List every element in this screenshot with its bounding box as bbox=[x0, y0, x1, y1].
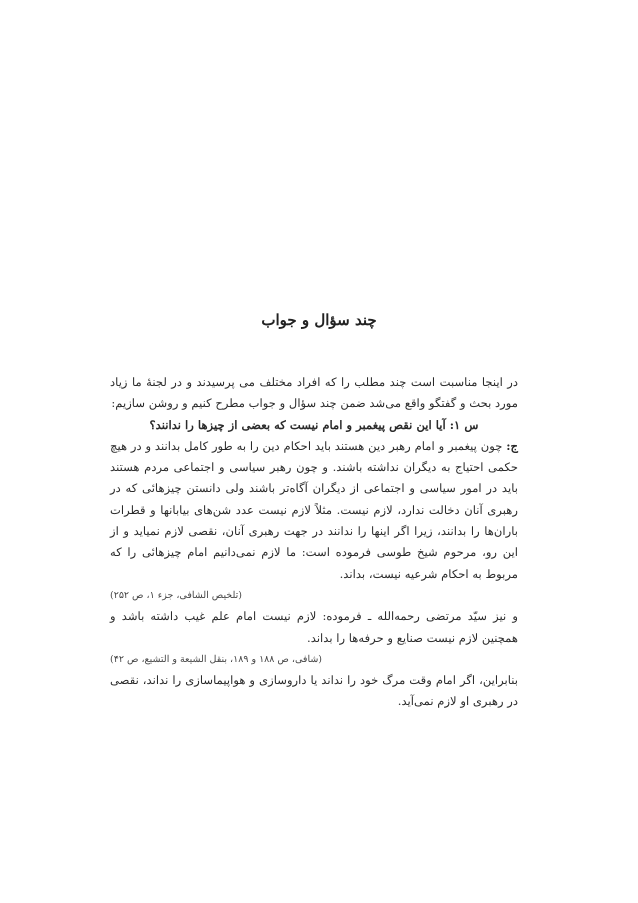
paragraph-3: بنابراین، اگر امام وقت مرگ خود را نداند یا داروسازی و هواپیماسازی را نداند، نقصی در رهبری او لازم نمی‌آید. bbox=[110, 673, 518, 709]
answer-1-text: چون پیغمبر و امام رهبر دین هستند باید احکام دین را به طور کامل بدانند و در هیچ حکمی احتیاج به دیگران نداشته باشند. و چون رهبر سیاسی و اجتماعی مردم هستند باید در امور سیاسی و اجتماعی از دیگران آگاه‌تر باشند ولی دانستن چیزهائی که در رهبری آنان دخالت ندارد، لازم نیست. مثلاً لازم نیست عدد شن‌های بیابانها و قطرات باران‌ها را بدانند، زیرا اگر اینها را ندانند در جهت رهبری آنان، نقصی لازم نمیاید و از این رو، مرحوم شیخ طوسی فرموده است: ما لازم نمی‌دانیم امام چیزهائی را که مربوط به احکام شرعیه نیست، بداند. bbox=[110, 438, 518, 581]
page-title: چند سؤال و جواب bbox=[261, 311, 377, 329]
answer-1 bbox=[110, 436, 518, 585]
question-1: س ۱: آیا این نقص پیغمبر و امام نیست که بعضی از چیزها را ندانند؟ bbox=[149, 417, 479, 432]
intro-paragraph: در اینجا مناسبت است چند مطلب را که افراد مختلف می پرسیدند و در لجنهٔ ما زیاد مورد بحث و گفتگو واقع می‌شد ضمن چند سؤال و جواب مطرح کنیم و روشن سازیم: bbox=[110, 375, 518, 411]
page-body bbox=[110, 372, 518, 713]
answer-label: ج: bbox=[506, 438, 518, 453]
citation-2: (شافی، ص ۱۸۸ و ۱۸۹، بنقل الشیعة و التشیع، ص ۴۲) bbox=[110, 653, 323, 665]
citation-1: (تلخیص الشافی، جزء ۱، ص ۲۵۲) bbox=[110, 589, 242, 601]
paragraph-2: و نیز سیّد مرتضی رحمه‌الله ـ فرموده: لازم نیست امام علم غیب داشته باشد و همچنین لازم نیست صنایع و حرفه‌ها را بداند. bbox=[110, 609, 518, 645]
